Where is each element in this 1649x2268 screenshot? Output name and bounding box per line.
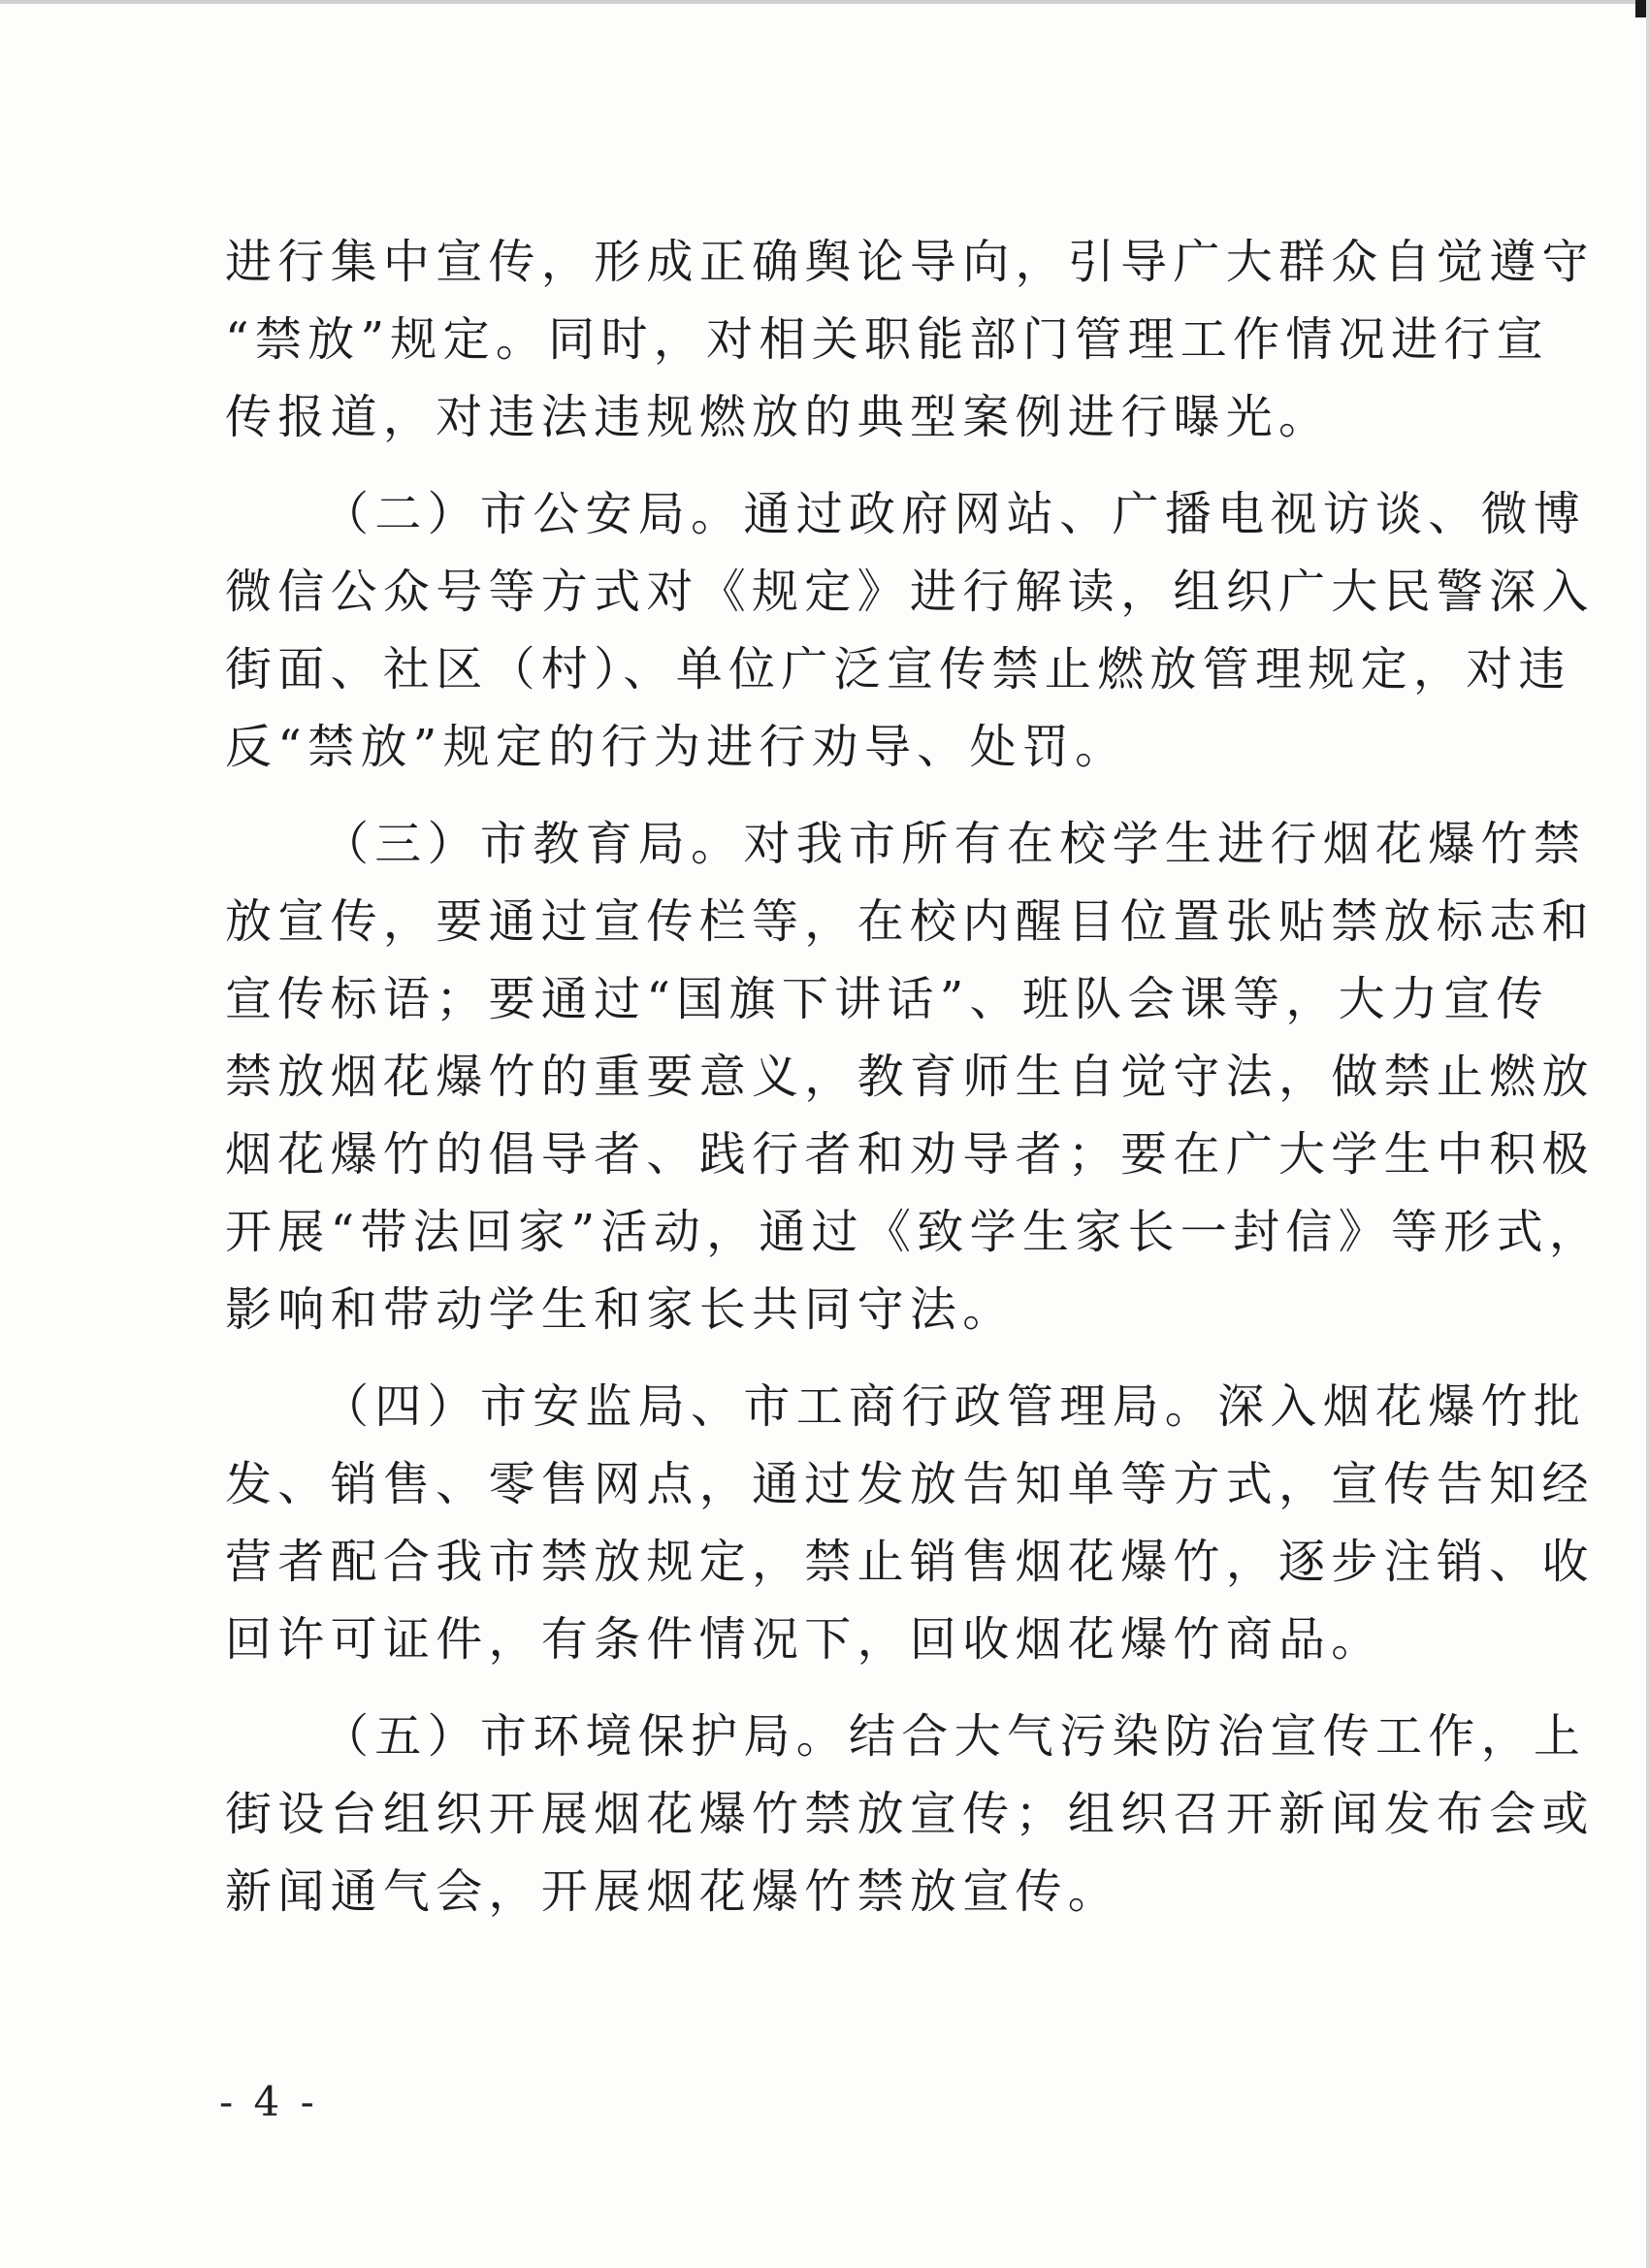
text-line: 禁放烟花爆竹的重要意义，教育师生自觉守法，做禁止燃放: [225, 1050, 1595, 1104]
text-line: 反“禁放”规定的行为进行劝导、处罚。: [225, 720, 1128, 774]
text-line: 传报道，对违法违规燃放的典型案例进行曝光。: [225, 390, 1332, 444]
scan-edge: [0, 0, 1649, 4]
text-line: 宣传标语；要通过“国旗下讲话”、班队会课等，大力宣传: [225, 972, 1549, 1026]
text-line: 开展“带法回家”活动，通过《致学生家长一封信》等形式，: [225, 1205, 1602, 1259]
text-line: “禁放”规定。同时，对相关职能部门管理工作情况进行宣: [225, 312, 1549, 367]
paragraph-start-line: （三）市教育局。对我市所有在校学生进行烟花爆竹禁: [322, 817, 1587, 871]
body-text: [225, 223, 1602, 1930]
text-line: 回许可证件，有条件情况下，回收烟花爆竹商品。: [225, 1612, 1384, 1667]
text-line: 发、销售、零售网点，通过发放告知单等方式，宣传告知经: [225, 1457, 1595, 1511]
text-line: 进行集中宣传，形成正确舆论导向，引导广大群众自觉遵守: [225, 235, 1595, 289]
text-line: 新闻通气会，开展烟花爆竹禁放宣传。: [225, 1864, 1121, 1919]
page-number: - 4 -: [219, 2078, 318, 2125]
paragraph-start-line: （二）市公安局。通过政府网站、广播电视访谈、微博: [322, 487, 1587, 541]
text-line: 营者配合我市禁放规定，禁止销售烟花爆竹，逐步注销、收: [225, 1535, 1595, 1589]
paragraph-start-line: （五）市环境保护局。结合大气污染防治宣传工作，上: [322, 1709, 1587, 1764]
paragraph-start-line: （四）市安监局、市工商行政管理局。深入烟花爆竹批: [322, 1379, 1587, 1434]
text-line: 街设台组织开展烟花爆竹禁放宣传；组织召开新闻发布会或: [225, 1787, 1595, 1841]
text-line: 街面、社区（村）、单位广泛宣传禁止燃放管理规定，对违: [225, 642, 1571, 697]
text-line: 影响和带动学生和家长共同守法。: [225, 1282, 1016, 1337]
text-line: 放宣传，要通过宣传栏等，在校内醒目位置张贴禁放标志和: [225, 894, 1595, 949]
text-line: 微信公众号等方式对《规定》进行解读，组织广大民警深入: [225, 565, 1595, 619]
text-line: 烟花爆竹的倡导者、践行者和劝导者；要在广大学生中积极: [225, 1127, 1595, 1182]
